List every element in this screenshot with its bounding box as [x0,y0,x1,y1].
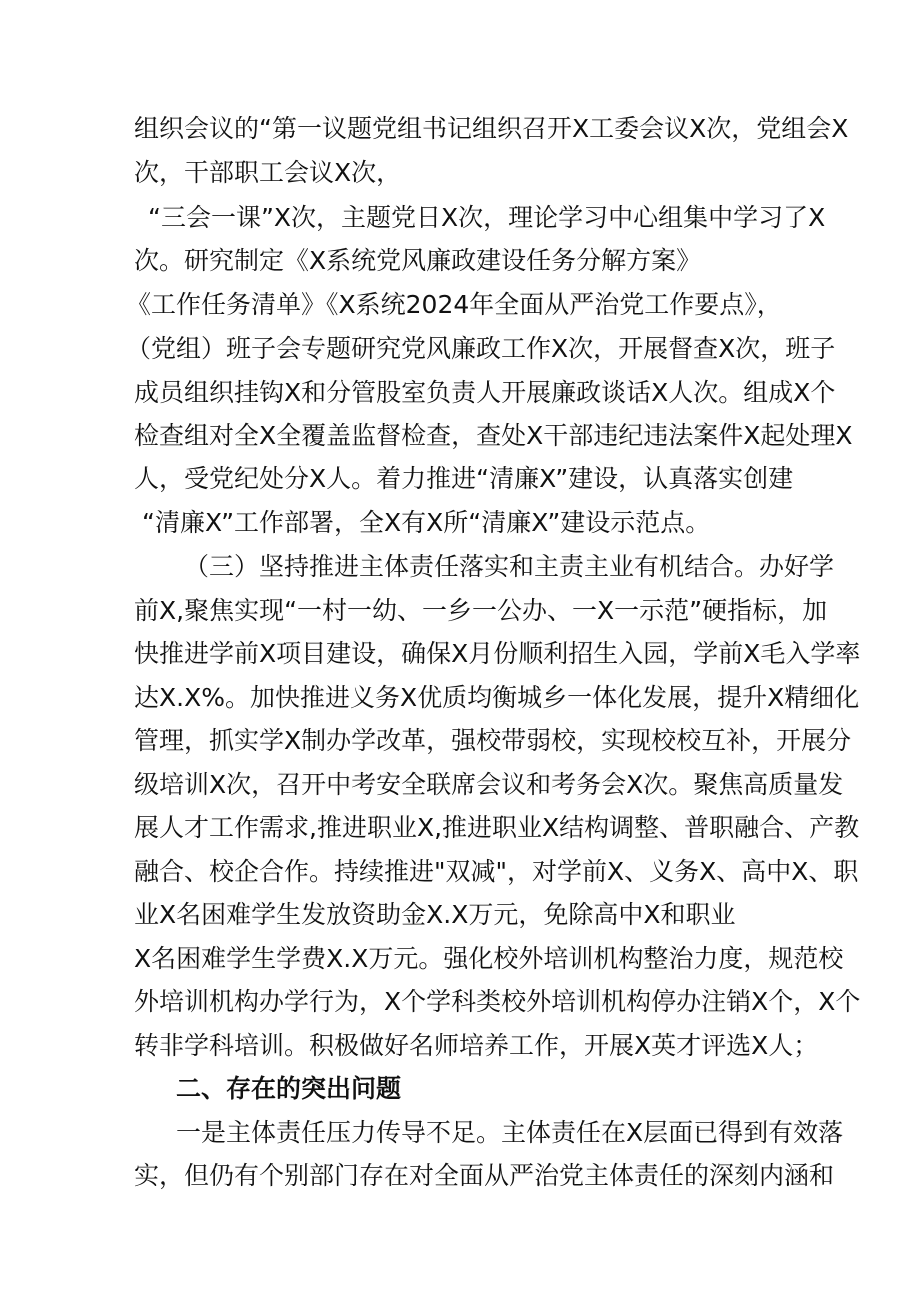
text-line: （党组）班子会专题研究党风廉政工作X次，开展督查X次，班子 [126,334,836,363]
text-line: 实，但仍有个别部门存在对全面从严治党主体责任的深刻内涵和 [134,1161,835,1190]
text-line: 次。研究制定《X系统党风廉政建设任务分解方案》 [134,246,702,275]
text-line: 转非学科培训。积极做好名师培养工作，开展X英才评选X人； [134,1031,819,1060]
text-line: 快推进学前X项目建设，确保X月份顺利招生入园，学前X毛入学率 [134,639,861,668]
text-line: 成员组织挂钩X和分管股室负责人开展廉政谈话X人次。组成X个 [134,378,836,407]
text-line: “清廉X”工作部署，全X有X所“清廉X”建设示范点。 [142,508,711,537]
text-line: “三会一课”X次，主题党日X次，理论学习中心组集中学习了X [148,203,826,232]
text-line: 级培训X次，召开中考安全联席会议和考务会X次。聚焦高质量发 [134,770,844,799]
text-line: 业X名困难学生发放资助金X.X万元，免除高中X和职业 [134,900,736,929]
text-line: X名困难学生学费X.X万元。强化校外培训机构整治力度，规范校 [134,944,844,973]
text-line: 达X.X%。加快推进义务X优质均衡城乡一体化发展，提升X精细化 [134,683,860,712]
text-line: 融合、校企合作。持续推进"双减"，对学前X、义务X、高中X、职 [134,857,859,886]
text-line: 次，干部职工会议X次， [134,158,402,187]
text-line: 前X,聚焦实现“一村一幼、一乡一公办、一X一示范”硬指标，加 [134,596,828,625]
text-line: 展人才工作需求,推进职业X,推进职业X结构调整、普职融合、产教 [134,813,860,842]
text-line: 组织会议的“第一议题党组书记组织召开X工委会议X次，党组会X [134,114,849,143]
text-line: 《工作任务清单》《X系统2024年全面从严治党工作要点》， [126,290,782,319]
section-heading: 二、存在的突出问题 [176,1074,402,1103]
text-line: 检查组对全X全覆盖监督检查，查处X干部违纪违法案件X起处理X [134,421,853,450]
text-line: 一是主体责任压力传导不足。主体责任在X层面已得到有效落 [176,1118,844,1147]
text-line: （三）坚持推进主体责任落实和主责主业有机结合。办好学 [184,552,835,581]
text-line: 人，受党纪处分X人。着力推进“清廉X”建设，认真落实创建 [134,464,794,493]
text-line: 管理，抓实学X制办学改革，强校带弱校，实现校校互补，开展分 [134,726,852,755]
text-line: 外培训机构办学行为，X个学科类校外培训机构停办注销X个，X个 [134,987,861,1016]
